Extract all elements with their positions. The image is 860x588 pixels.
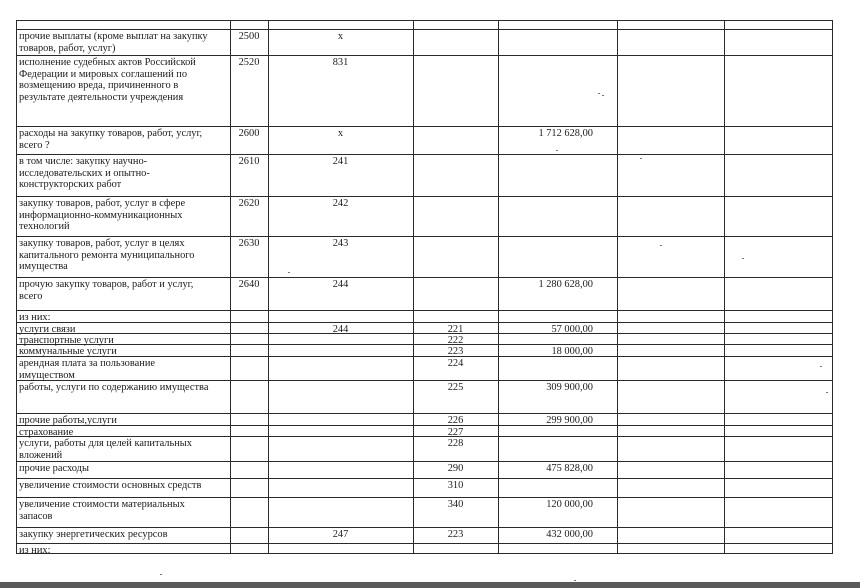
table-cell-amount: 309 900,00 (546, 382, 593, 393)
table-cell-name: из них: (19, 545, 51, 556)
table-row-rule (16, 413, 833, 414)
table-cell-kbk: 241 (332, 156, 349, 167)
table-row-rule (16, 29, 833, 30)
table-cell-amount: 1 280 628,00 (538, 279, 593, 290)
table-cell-code: 2620 (238, 198, 260, 209)
table-cell-name: прочие расходы (19, 463, 89, 474)
table-cell-code: 2640 (238, 279, 260, 290)
table-column-rule (724, 20, 725, 553)
table-cell-code: 2500 (238, 31, 260, 42)
table-cell-name: арендная плата за пользование имуществом (19, 358, 155, 381)
table-row-rule (16, 310, 833, 311)
table-cell-amount: 432 000,00 (546, 529, 593, 540)
table-cell-code: 2630 (238, 238, 260, 249)
table-cell-amount: 120 000,00 (546, 499, 593, 510)
table-row-rule (16, 543, 833, 544)
table-cell-name: транспортные услуги (19, 335, 114, 346)
table-cell-kosgu: 223 (447, 529, 464, 540)
table-cell-name: коммунальные услуги (19, 346, 117, 357)
table-cell-kbk: 244 (332, 279, 349, 290)
table-cell-name: страхование (19, 427, 74, 438)
table-cell-name: в том числе: закупку научно- исследовательских и опытно- конструкторских работ (19, 156, 150, 190)
table-cell-kbk: 831 (332, 57, 349, 68)
table-cell-kbk: 244 (332, 324, 349, 335)
table-cell-kosgu: 223 (447, 346, 464, 357)
table-cell-code: 2610 (238, 156, 260, 167)
table-cell-name: закупку товаров, работ, услуг в сфере информационно-коммуникационных технологий (19, 198, 186, 232)
table-row-rule (16, 154, 833, 155)
table-column-rule (832, 20, 833, 553)
table-row-rule (16, 196, 833, 197)
table-row-rule (16, 497, 833, 498)
table-cell-name: закупку товаров, работ, услуг в целях капитального ремонта муниципального имущества (19, 238, 195, 272)
scan-speck (826, 392, 828, 393)
table-cell-kbk: x (337, 128, 344, 139)
table-cell-name: услуги, работы для целей капитальных вложений (19, 438, 192, 461)
table-column-rule (617, 20, 618, 553)
table-row-rule (16, 461, 833, 462)
scan-speck (288, 272, 290, 273)
scan-speck (820, 366, 822, 367)
table-cell-name: из них: (19, 312, 51, 323)
scan-speck (640, 158, 642, 159)
table-cell-kosgu: 221 (447, 324, 464, 335)
table-row-rule (16, 277, 833, 278)
table-cell-name: услуги связи (19, 324, 76, 335)
table-cell-amount: 299 900,00 (546, 415, 593, 426)
scan-speck (574, 580, 576, 581)
table-cell-kosgu: 222 (447, 335, 464, 346)
table-cell-name: расходы на закупку товаров, работ, услуг, всего ? (19, 128, 203, 151)
table-row-rule (16, 478, 833, 479)
table-cell-kosgu: 340 (447, 499, 464, 510)
table-cell-name: работы, услуги по содержанию имущества (19, 382, 209, 393)
table-cell-amount: 57 000,00 (551, 324, 593, 335)
table-row-rule (16, 20, 833, 21)
table-cell-amount: 1 712 628,00 (538, 128, 593, 139)
table-cell-kbk: 243 (332, 238, 349, 249)
table-cell-name: прочие работы,услуги (19, 415, 117, 426)
table-cell-kbk: 247 (332, 529, 349, 540)
table-row-rule (16, 126, 833, 127)
table-cell-name: исполнение судебных актов Российской Федерации и мировых соглашений по возмещению вреда, причиненного в результате деятельности учреждения (19, 57, 196, 103)
scan-speck (598, 93, 600, 94)
table-cell-kosgu: 227 (447, 427, 464, 438)
table-cell-code: 2600 (238, 128, 260, 139)
scan-speck (160, 574, 162, 575)
table-cell-name: увеличение стоимости основных средств (19, 480, 202, 491)
table-cell-kosgu: 226 (447, 415, 464, 426)
table-cell-name: прочую закупку товаров, работ и услуг, всего (19, 279, 194, 302)
table-cell-kosgu: 225 (447, 382, 464, 393)
table-cell-kbk: x (337, 31, 344, 42)
table-cell-code: 2520 (238, 57, 260, 68)
table-cell-kosgu: 310 (447, 480, 464, 491)
scan-speck (660, 245, 662, 246)
table-cell-kosgu: 290 (447, 463, 464, 474)
table-cell-kosgu: 228 (447, 438, 464, 449)
table-row-rule (16, 527, 833, 528)
scan-speck (602, 95, 604, 96)
table-row-rule (16, 55, 833, 56)
table-cell-kbk: 242 (332, 198, 349, 209)
scan-edge-strip (0, 582, 860, 588)
table-cell-amount: 475 828,00 (546, 463, 593, 474)
scan-speck (556, 150, 558, 151)
scan-speck (742, 258, 744, 259)
table-cell-kosgu: 224 (447, 358, 464, 369)
table-column-rule (16, 20, 17, 553)
table-cell-name: прочие выплаты (кроме выплат на закупку товаров, работ, услуг) (19, 31, 208, 54)
table-row-rule (16, 236, 833, 237)
table-cell-name: закупку энергетических ресурсов (19, 529, 168, 540)
table-cell-name: увеличение стоимости материальных запасов (19, 499, 185, 522)
table-cell-amount: 18 000,00 (551, 346, 593, 357)
